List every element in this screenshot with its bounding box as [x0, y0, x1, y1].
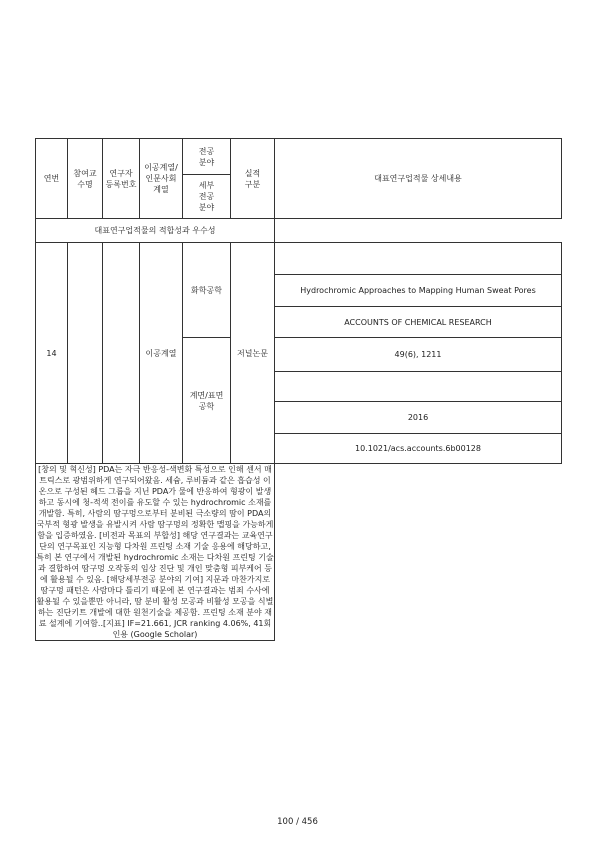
- detail-row-5: [275, 372, 562, 402]
- entry-sub-major: 계면/표면 공학: [183, 338, 231, 464]
- detail-volume: 49(6), 1211: [275, 338, 562, 372]
- header-major: 전공 분야: [183, 139, 231, 175]
- header-suitability: 대표연구업적물의 적합성과 우수성: [36, 219, 275, 243]
- detail-journal: ACCOUNTS OF CHEMICAL RESEARCH: [275, 307, 562, 338]
- header-researcher-id: 연구자 등록번호: [103, 139, 140, 219]
- entry-serial: 14: [36, 243, 68, 464]
- entry-researcher-id: [103, 243, 140, 464]
- entry-major: 화학공학: [183, 243, 231, 338]
- entry-participant: [68, 243, 103, 464]
- header-participant: 참여교 수명: [68, 139, 103, 219]
- detail-year: 2016: [275, 402, 562, 434]
- entry-type: 저널논문: [231, 243, 275, 464]
- entry-description: [창의 및 혁신성] PDA는 자극 반응성-색변화 특성으로 인해 센서 매트릭스로 광범위하게 연구되어왔음. 세슘, 루비듐과 같은 흡습성 이온으로 구성된 헤드 그룹을 지닌 PDA가 물에 반응하여 형광이 발생하고 동시에 청-적색 전이를 유도할 수 있는 hydrochromic 소재를 개발함. 특히, 사람의 땀구멍으로부터 분비된 극소량의 땀이 PDA의 국부적 형광 발생을 유발시켜 사람 땀구멍의 정확한 맵핑을 가능하게 함을 입증하였음. [비전과 목표의 부합성] 해당 연구결과는 교육연구단의 연구목표인 지능형 다차원 프린팅 소재 기술 응용에 해당하고, 특히 본 연구에서 개발된 hydrochromic 소재는 다차원 프린팅 기술과 결합하여 땀구멍 오작동의 임상 진단 및 개인 맞춤형 피부케어 등에 활용될 수 있음. [해당세부전공 분야의 기여] 지문과 마찬가지로 땀구멍 패턴은 사람마다 틀리기 때문에 본 연구결과는 범죄 수사에 활용될 수 있을뿐만 아니라, 땀 분비 활성 모공과 비활성 모공을 식별하는 진단키트 개발에 대한 원천기술을 제공함. 프린팅 소재 분야 재료 설계에 기여함..[지표] IF=21.661, JCR ranking 4.06%, 41회 인용 (Google Scholar): [36, 465, 274, 639]
- entry-field: 이공계열: [140, 243, 183, 464]
- detail-row-1: [275, 243, 562, 275]
- header-serial: 연번: [36, 139, 68, 219]
- header-achievement-type: 실적 구분: [231, 139, 275, 219]
- header-detail: 대표연구업적물 상세내용: [275, 139, 562, 219]
- header-field: 이공계열/ 인문사회 계열: [140, 139, 183, 219]
- header-sub-major: 세부 전공 분야: [183, 175, 231, 219]
- detail-doi: 10.1021/acs.accounts.6b00128: [275, 434, 562, 464]
- achievement-table: [35, 138, 562, 641]
- page-number: 100 / 456: [277, 817, 318, 827]
- detail-title: Hydrochromic Approaches to Mapping Human Sweat Pores: [275, 275, 562, 307]
